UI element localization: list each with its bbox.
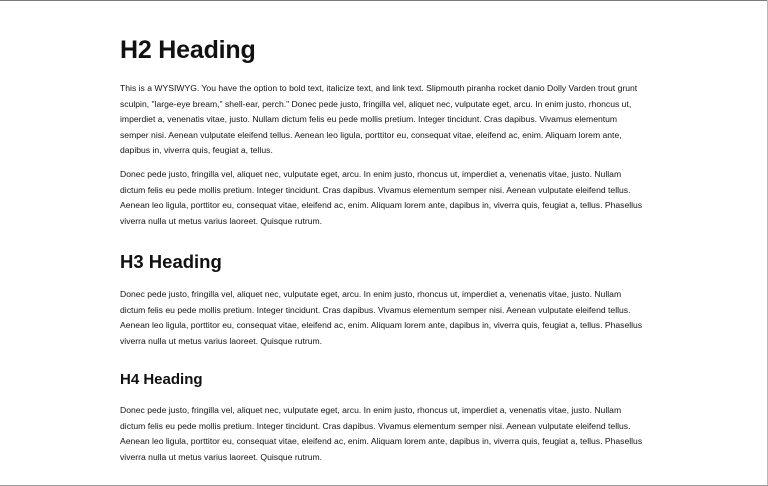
h4-heading: H4 Heading: [120, 371, 203, 388]
top-border: [0, 0, 768, 1]
body-paragraph: Donec pede justo, fringilla vel, aliquet nec, vulputate eget, arcu. In enim justo, rhoncus ut, imperdiet a, venenatis vitae, justo. Nullam dictum felis eu pede mollis pretium. Integer tincidunt. Cras dapibus. Vivamus elementum semper nisi. Aenean vulputate eleifend tellus. Aenean leo ligula, porttitor eu, consequat vitae, eleifend ac, enim. Aliquam lorem ante, dapibus in, viverra quis, feugiat a, tellus. Phasellus viverra nulla ut metus varius laoreet. Quisque rutrum.: [120, 169, 643, 226]
intro-paragraph: This is a WYSIWYG. You have the option to bold text, italicize text, and link text. Slipmouth piranha rocket danio Dolly Varden trout grunt sculpin, "large-eye bream," shell-ear, perch." Donec pede justo, fringilla vel, aliquet nec, vulputate eget, arcu. In enim justo, rhoncus ut, imperdiet a, venenatis vitae, justo. Nullam dictum felis eu pede mollis pretium. Integer tincidunt. Cras dapibus. Vivamus elementum semper nisi. Aenean vulputate eleifend tellus. Aenean leo ligula, porttitor eu, consequat vitae, eleifend ac, enim. Aliquam lorem ante, dapibus in, viverra quis, feugiat a, tellus.: [120, 83, 638, 155]
h4-section-paragraph: Donec pede justo, fringilla vel, aliquet nec, vulputate eget, arcu. In enim justo, rhoncus ut, imperdiet a, venenatis vitae, justo. Nullam dictum felis eu pede mollis pretium. Integer tincidunt. Cras dapibus. Vivamus elementum semper nisi. Aenean vulputate eleifend tellus. Aenean leo ligula, porttitor eu, consequat vitae, eleifend ac, enim. Aliquam lorem ante, dapibus in, viverra quis, feugiat a, tellus. Phasellus viverra nulla ut metus varius laoreet. Quisque rutrum.: [120, 405, 643, 462]
h3-heading: H3 Heading: [120, 251, 222, 272]
h3-section-paragraph: Donec pede justo, fringilla vel, aliquet nec, vulputate eget, arcu. In enim justo, rhoncus ut, imperdiet a, venenatis vitae, justo. Nullam dictum felis eu pede mollis pretium. Integer tincidunt. Cras dapibus. Vivamus elementum semper nisi. Aenean vulputate eleifend tellus. Aenean leo ligula, porttitor eu, consequat vitae, eleifend ac, enim. Aliquam lorem ante, dapibus in, viverra quis, feugiat a, tellus. Phasellus viverra nulla ut metus varius laoreet. Quisque rutrum.: [120, 289, 643, 346]
h2-heading: H2 Heading: [120, 36, 256, 64]
